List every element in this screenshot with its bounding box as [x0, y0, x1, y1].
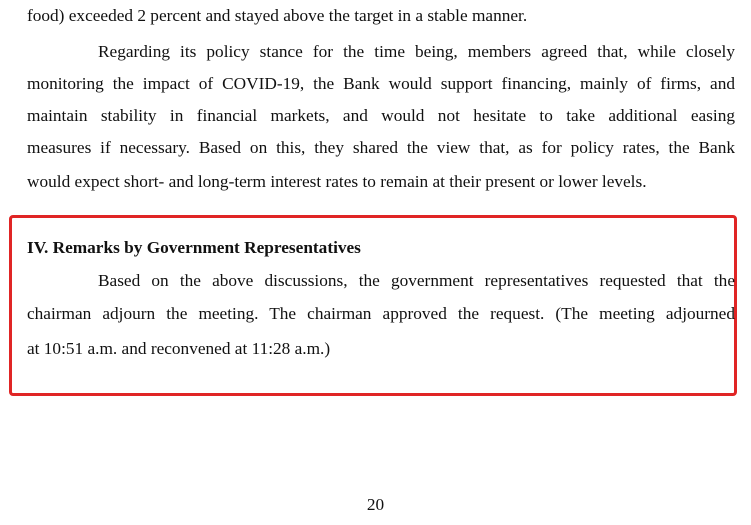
section-heading: IV. Remarks by Government Representatives — [27, 238, 361, 257]
paragraph-line: Based on the above discussions, the government representatives requested that the — [98, 271, 735, 290]
page-number: 20 — [366, 495, 385, 514]
paragraph-line: chairman adjourn the meeting. The chairman approved the request. (The meeting adjourned — [27, 304, 735, 323]
paragraph-line: monitoring the impact of COVID-19, the Bank would support financing, mainly of firms, and — [27, 74, 735, 93]
paragraph-line: at 10:51 a.m. and reconvened at 11:28 a.m.) — [27, 339, 331, 358]
paragraph-line: Regarding its policy stance for the time being, members agreed that, while closely — [98, 42, 735, 61]
paragraph-line: would expect short- and long-term interest rates to remain at their present or lower levels. — [27, 172, 647, 191]
paragraph-line: food) exceeded 2 percent and stayed above the target in a stable manner. — [27, 6, 528, 25]
paragraph-line: measures if necessary. Based on this, they shared the view that, as for policy rates, the Bank — [27, 138, 735, 157]
paragraph-line: maintain stability in financial markets, and would not hesitate to take additional easing — [27, 106, 735, 125]
